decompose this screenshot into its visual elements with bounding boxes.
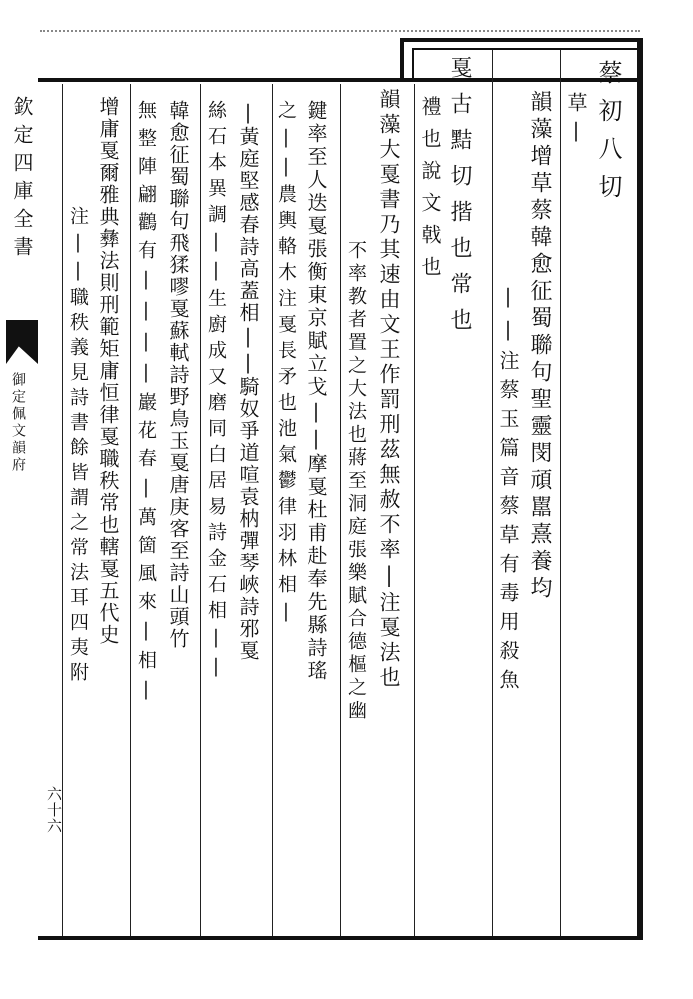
- column-11: 絲石本異調||生廚成又磨同白居易詩金石相||: [205, 100, 227, 684]
- column-1: 蔡初八切: [594, 60, 622, 212]
- column-10: |黃庭堅感春詩高蓋相||騎奴爭道喧袁枘彈琴峽詩邪戛: [236, 100, 260, 662]
- tab-step-inner: [412, 48, 414, 82]
- chapter-title: 御定佩文韻府: [10, 372, 26, 474]
- top-dotted-line: [40, 30, 640, 34]
- column-rule: [492, 50, 493, 936]
- fish-tail-mark: [6, 320, 38, 364]
- column-6: 韻藻大戛書乃其速由文王作罰刑茲無赦不率|注戛法也: [377, 88, 401, 691]
- frame-right-border: [637, 38, 643, 940]
- column-8: 鍵率至人迭戛張衡東京賦立戈||摩戛杜甫赴奉先縣詩瑤: [304, 100, 328, 683]
- column-15: 注||職秩義見詩書餘皆謂之常法耳四夷附: [67, 206, 89, 687]
- tab-step-inner-top: [412, 48, 640, 50]
- column-2: 韻藻增草蔡韓愈征蜀聯句聖靈閔頑嚚熹養均: [527, 90, 552, 603]
- column-rule: [414, 84, 415, 936]
- column-3: ||注蔡玉篇音蔡草有毒用殺魚: [496, 284, 520, 698]
- column-4: 戛古黠切揩也常也: [447, 56, 472, 344]
- column-5: 禮也說文戟也: [418, 96, 442, 288]
- column-rule: [340, 84, 341, 936]
- column-12: 韓愈征蜀聯句飛猱嘐戛蘇軾詩野鳥玉戛唐庚客至詩山頭竹: [166, 100, 190, 650]
- page-number: 六十六: [45, 786, 63, 834]
- column-rule: [130, 84, 131, 936]
- column-7: 不率教者置之大法也蔣至洞庭張樂賦合德樞之幽: [345, 240, 367, 723]
- column-rule: [272, 84, 273, 936]
- column-9: 之||農輿輅木注戛長矛也池氣鬱律羽林相|: [275, 100, 297, 629]
- column-rule: [200, 84, 201, 936]
- column-13: 無整陣翩鸛有||||巖花春|萬箇風來|相|: [135, 100, 157, 709]
- column-14: 增庸戛爾雅典彝法則刑範矩庸恒律戛職秩常也轄戛五代史: [96, 96, 120, 646]
- book-title: 欽定四庫全書: [10, 96, 34, 264]
- frame-bottom-border: [38, 936, 643, 940]
- tab-step-top: [400, 38, 642, 42]
- tab-step-left: [400, 40, 404, 82]
- column-rule: [560, 50, 561, 936]
- column-1b: 草|: [564, 92, 588, 148]
- frame-top-border: [38, 78, 640, 82]
